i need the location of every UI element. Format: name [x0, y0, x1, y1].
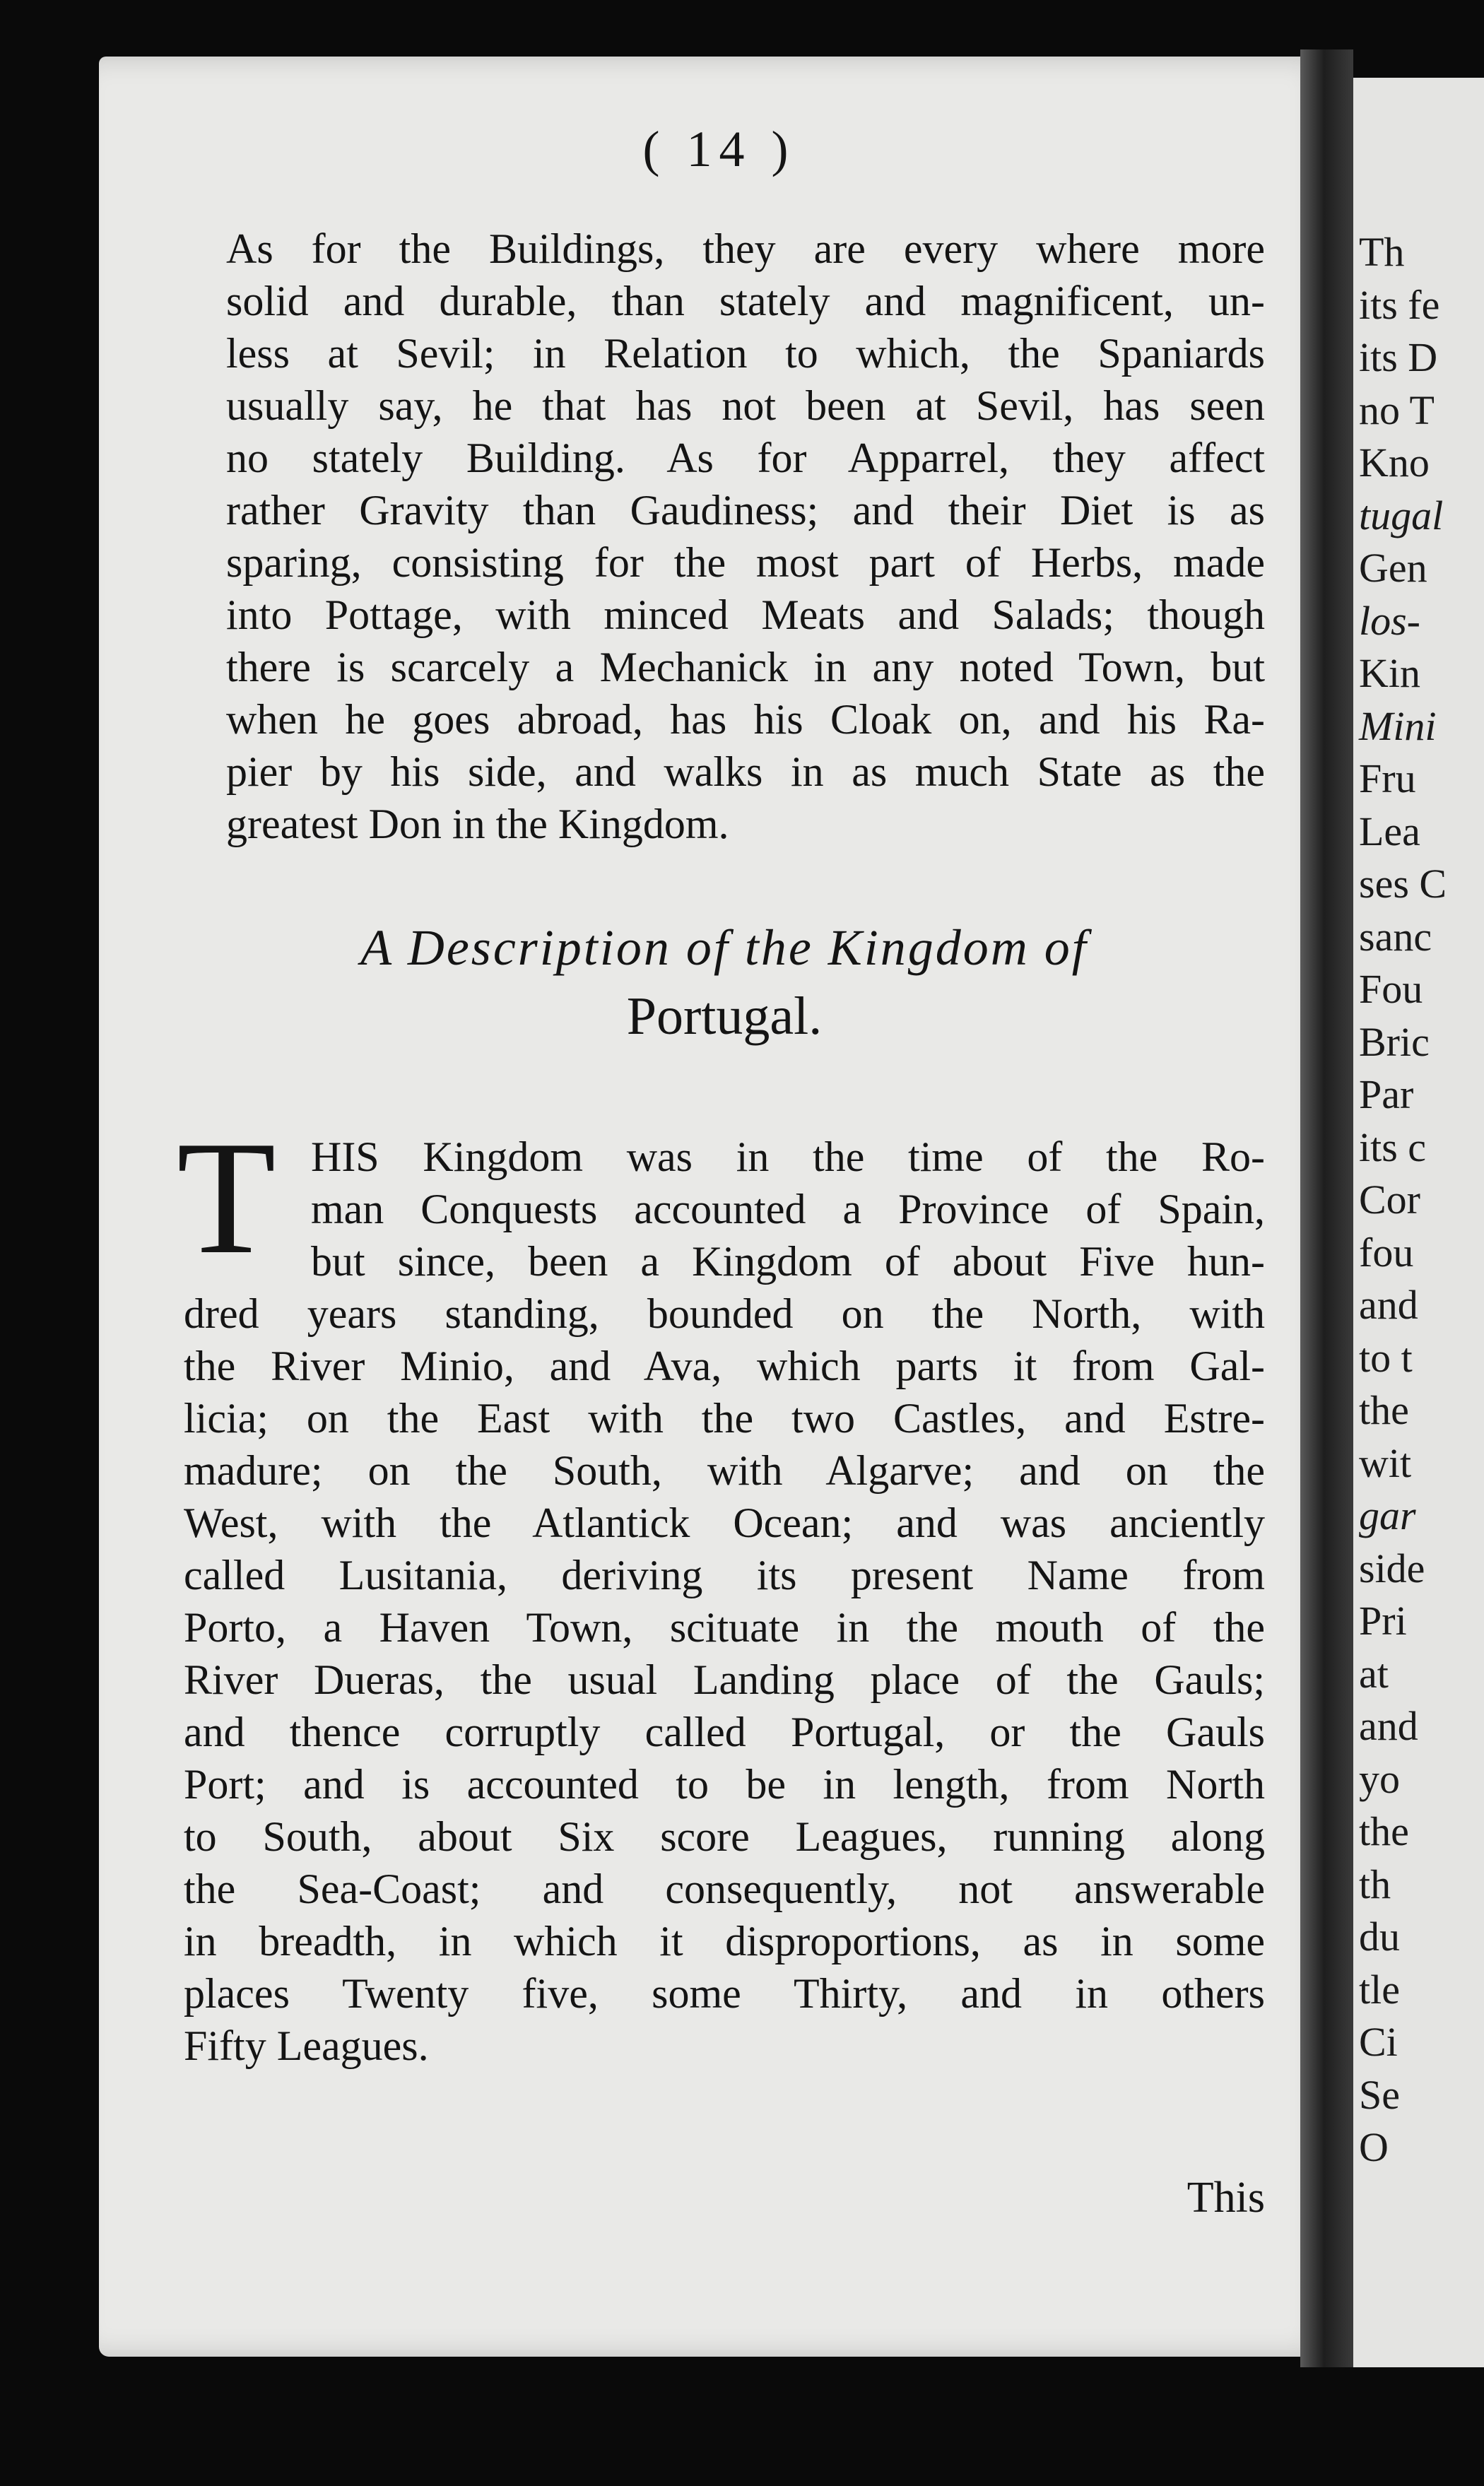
facing-line: tugal	[1359, 492, 1444, 538]
facing-line: and	[1359, 1282, 1418, 1328]
facing-line: yo	[1359, 1755, 1400, 1802]
text-line: usually say, he that has not been at Sevil, has seen	[226, 382, 1265, 429]
facing-line: th	[1359, 1861, 1391, 1907]
text-line: West, with the Atlantick Ocean; and was anciently	[184, 1500, 1265, 1546]
facing-line: Kno	[1359, 440, 1430, 485]
text-line: sparing, consisting for the most part of Herbs, made	[226, 539, 1265, 586]
text-line: there is scarcely a Mechanick in any noted Town, but	[226, 644, 1265, 690]
text-line: rather Gravity than Gaudiness; and their Diet is as	[226, 487, 1265, 534]
text-line: to South, about Six score Leagues, running along	[184, 1813, 1265, 1860]
section-title: Portugal.	[626, 986, 823, 1046]
paragraph-portugal	[184, 1131, 1265, 2072]
text-line: man Conquests accounted a Province of Spain,	[311, 1186, 1265, 1232]
text-line: the Sea-Coast; and consequently, not answerable	[184, 1866, 1265, 1912]
facing-line: to t	[1359, 1334, 1413, 1381]
facing-line: Kin	[1359, 650, 1420, 696]
facing-line: du	[1359, 1914, 1400, 1960]
facing-line: O	[1359, 2124, 1389, 2170]
page-number: ( 14 )	[642, 121, 796, 177]
text-line: in breadth, in which it disproportions, as in some	[184, 1918, 1265, 1964]
facing-line: Se	[1359, 2071, 1400, 2118]
facing-line: Bric	[1359, 1018, 1430, 1065]
text-line: licia; on the East with the two Castles, and Estre-	[184, 1395, 1265, 1442]
facing-line: fou	[1359, 1229, 1414, 1276]
facing-line: sanc	[1359, 913, 1432, 960]
facing-line: ses C	[1359, 861, 1447, 907]
facing-line: Gen	[1359, 545, 1427, 591]
facing-line: at	[1359, 1650, 1389, 1697]
facing-line: Par	[1359, 1071, 1414, 1117]
facing-line: Mini	[1359, 702, 1437, 749]
text-line: Fifty Leagues.	[184, 2022, 429, 2069]
text-line: As for the Buildings, they are every where more	[226, 225, 1265, 272]
text-line: Port; and is accounted to be in length, from North	[184, 1761, 1265, 1808]
text-line: madure; on the South, with Algarve; and on the	[184, 1447, 1265, 1494]
catchword: This	[1186, 2174, 1265, 2222]
facing-line: Fru	[1359, 755, 1416, 801]
text-line: solid and durable, than stately and magnificent, un-	[226, 278, 1265, 324]
facing-line: Lea	[1359, 808, 1420, 854]
text-line: pier by his side, and walks in as much State as the	[226, 748, 1265, 795]
book-gutter	[1300, 49, 1353, 2367]
right-page-fragment	[1353, 78, 1484, 2367]
text-line: places Twenty five, some Thirty, and in others	[184, 1970, 1265, 2017]
text-line: dred years standing, bounded on the North, with	[184, 1290, 1265, 1337]
text-line: and thence corruptly called Portugal, or the Gauls	[184, 1709, 1265, 1755]
text-line: called Lusitania, deriving its present Name from	[184, 1552, 1265, 1598]
drop-cap-letter: T	[177, 1107, 276, 1288]
facing-line: the	[1359, 1808, 1409, 1854]
text-line: Porto, a Haven Town, scituate in the mouth of the	[184, 1604, 1265, 1651]
facing-line: gar	[1359, 1492, 1416, 1538]
facing-line: wit	[1359, 1439, 1412, 1486]
facing-line: the	[1359, 1387, 1409, 1433]
facing-line: Cor	[1359, 1177, 1420, 1223]
facing-line: los-	[1359, 597, 1420, 644]
facing-line: its D	[1359, 334, 1438, 380]
text-line: but since, been a Kingdom of about Five hun-	[311, 1238, 1265, 1285]
facing-line: its fe	[1359, 281, 1440, 328]
facing-line: tle	[1359, 1966, 1400, 2013]
facing-line: Pri	[1359, 1598, 1407, 1644]
section-heading: A Description of the Kingdom of	[360, 919, 1088, 976]
text-line: less at Sevil; in Relation to which, the Spaniards	[226, 330, 1265, 377]
paragraph-buildings	[184, 223, 1265, 850]
facing-page-text	[1359, 226, 1484, 2174]
text-line: HIS Kingdom was in the time of the Ro-	[311, 1133, 1265, 1180]
facing-line: Fou	[1359, 966, 1423, 1012]
facing-line: Ci	[1359, 2019, 1398, 2065]
text-line: River Dueras, the usual Landing place of the Gauls;	[184, 1656, 1265, 1703]
facing-line: Th	[1359, 229, 1405, 275]
facing-line: and	[1359, 1703, 1418, 1749]
text-line: no stately Building. As for Apparrel, they affect	[226, 435, 1265, 481]
text-line: when he goes abroad, has his Cloak on, and his Ra-	[226, 696, 1265, 743]
facing-line: its c	[1359, 1124, 1427, 1170]
text-line: into Pottage, with minced Meats and Salads; though	[226, 591, 1265, 638]
text-line: the River Minio, and Ava, which parts it from Gal-	[184, 1343, 1265, 1389]
facing-line: side	[1359, 1545, 1425, 1591]
text-line: greatest Don in the Kingdom.	[226, 801, 729, 847]
facing-line: no T	[1359, 387, 1435, 433]
